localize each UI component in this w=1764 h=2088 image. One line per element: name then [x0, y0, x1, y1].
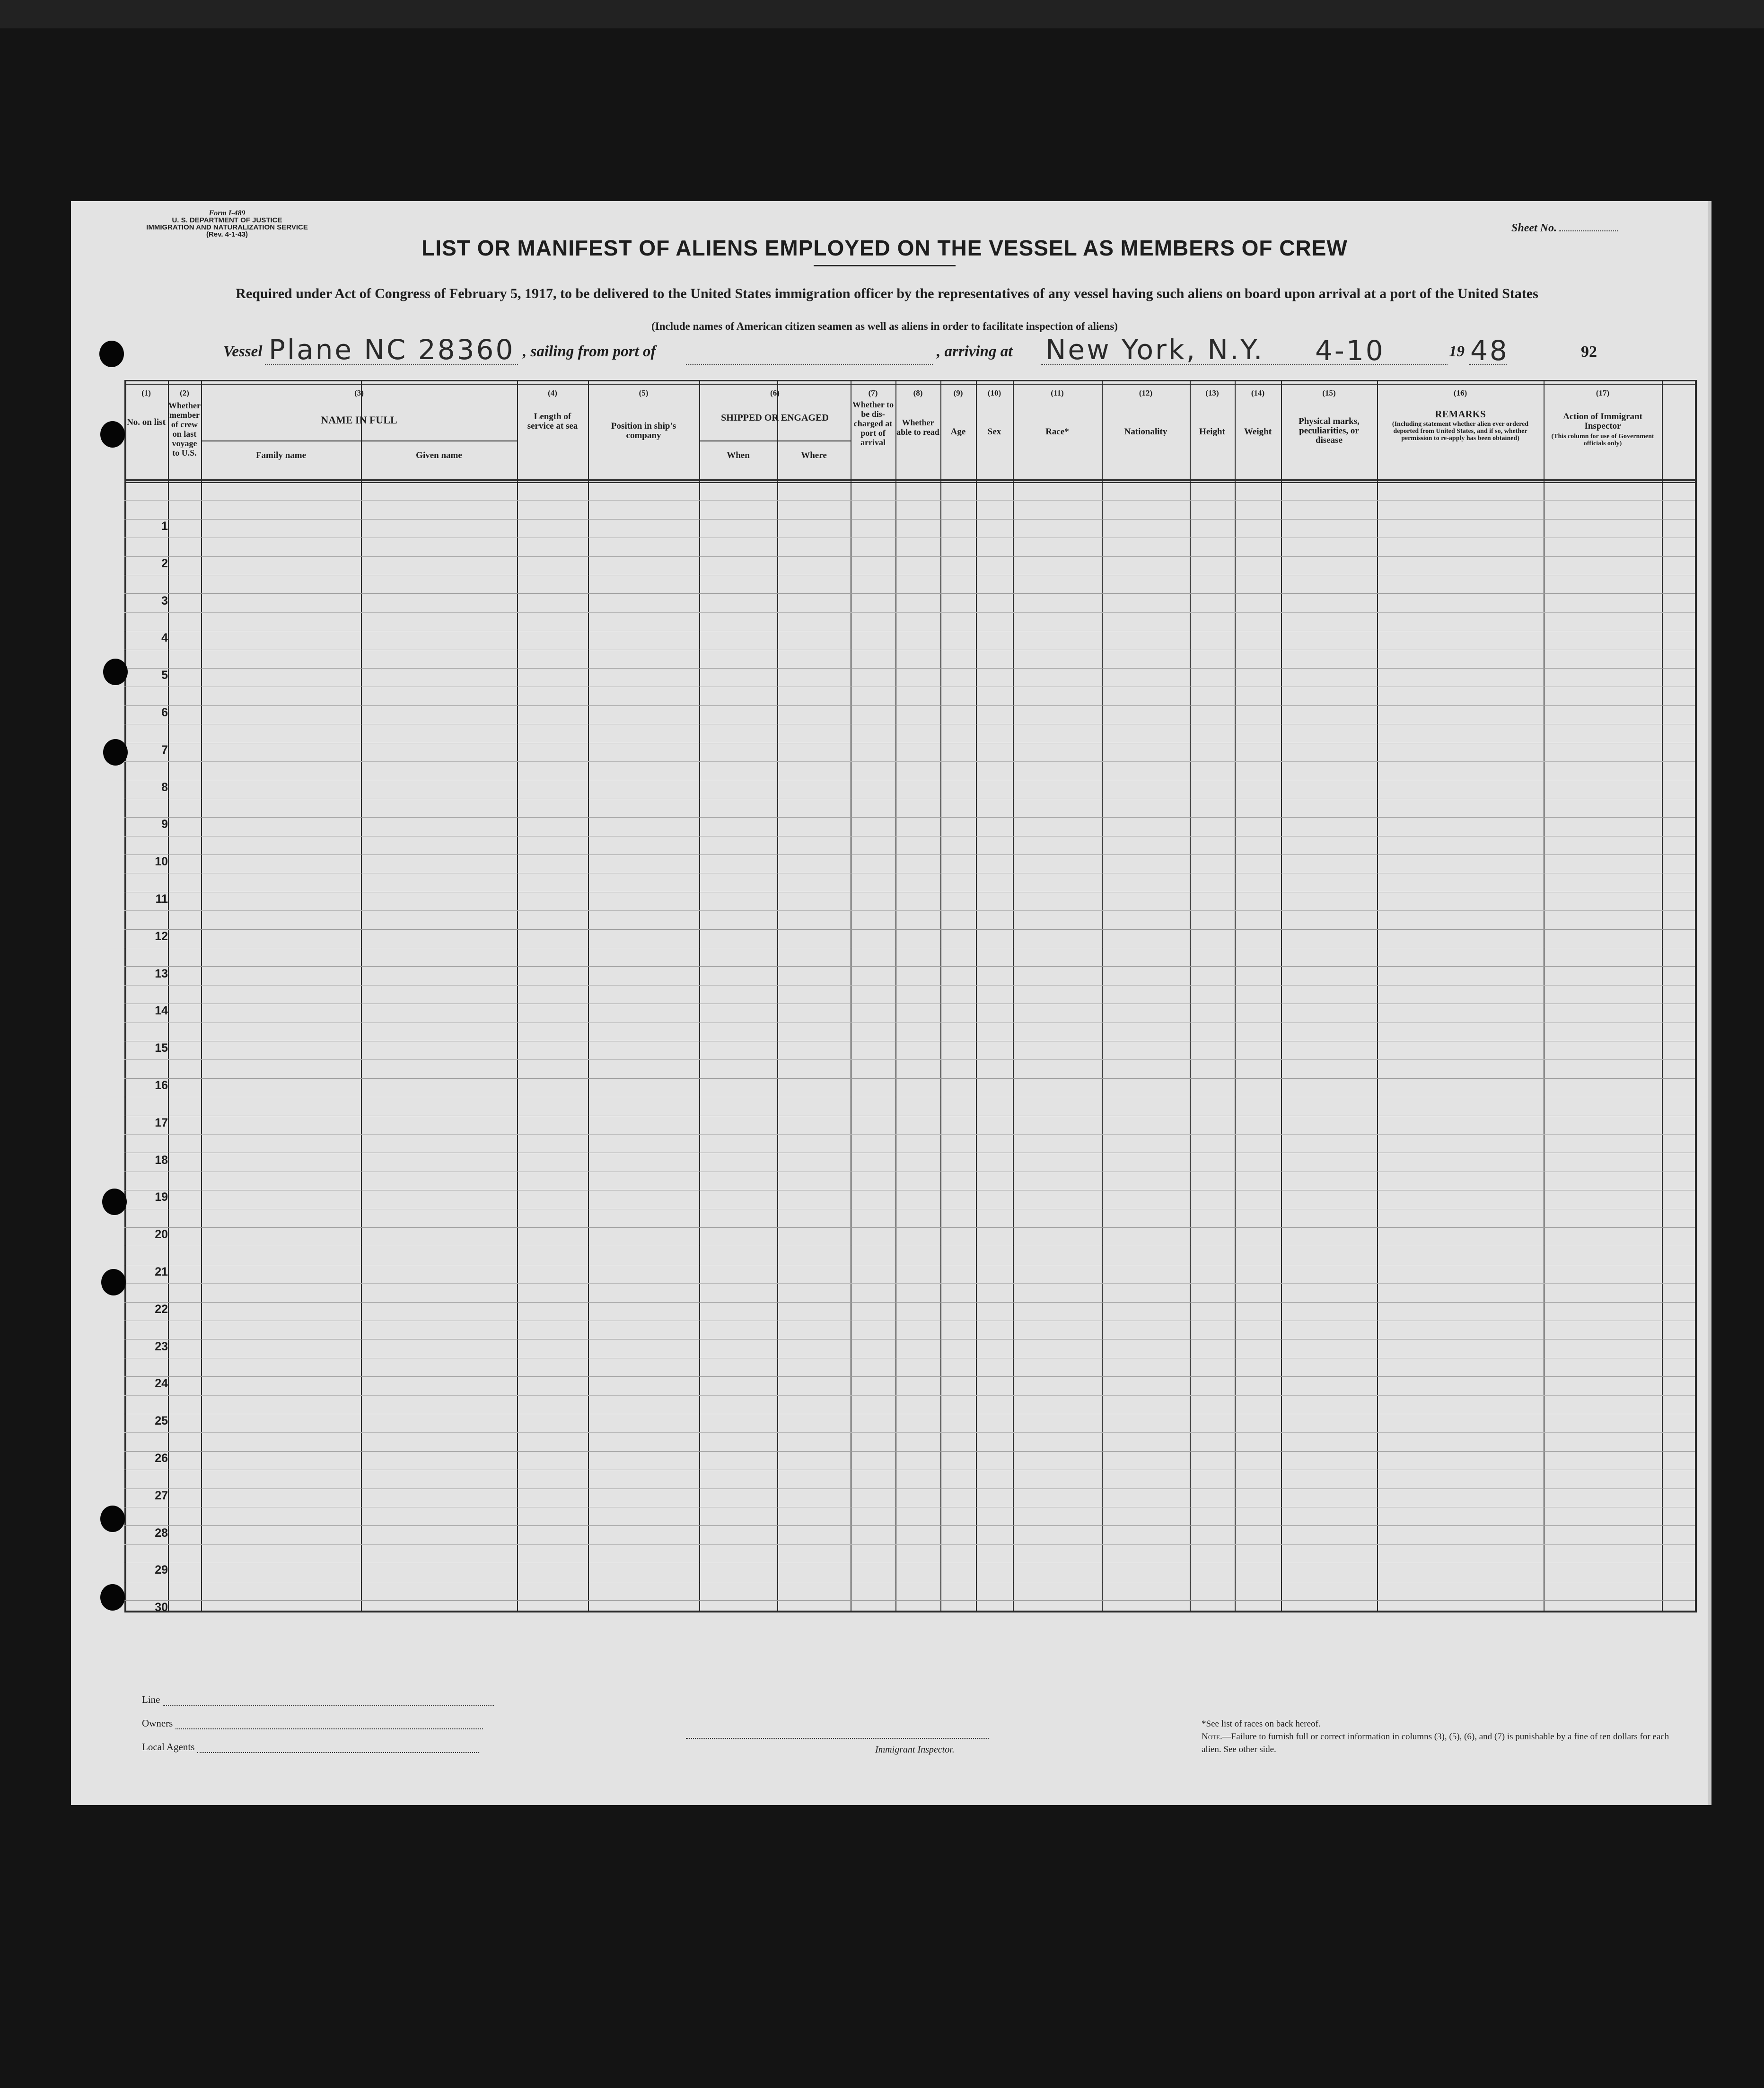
table-column-rule	[1695, 380, 1697, 1612]
row-rule	[124, 537, 1695, 538]
vessel-name-handwritten: Plane NC 28360	[269, 334, 515, 366]
row-number: 23	[155, 1339, 168, 1353]
table-column-rule	[1377, 380, 1378, 1612]
column-number: (17)	[1596, 388, 1610, 397]
owners-label: Owners	[142, 1718, 173, 1729]
row-number: 27	[155, 1489, 168, 1502]
row-rule	[124, 519, 1695, 520]
row-number: 14	[155, 1004, 168, 1018]
year-handwritten: 48	[1470, 335, 1509, 367]
row-rule	[124, 1376, 1695, 1377]
row-number: 6	[161, 706, 168, 719]
column-header-inspector-detail: (This column for use of Government officials only)	[1551, 433, 1654, 447]
inspector-signature-line	[686, 1738, 989, 1739]
column-header-name-in-full: NAME IN FULL	[321, 414, 397, 426]
table-column-rule	[1102, 380, 1103, 1612]
column-number: (8)	[913, 388, 923, 397]
column-header-given-name: Given name	[416, 450, 462, 460]
inspector-label: Immigrant Inspector.	[875, 1744, 955, 1755]
arrival-date-handwritten: 4-10	[1315, 335, 1385, 367]
row-number: 30	[155, 1601, 168, 1614]
sheet-number-field	[1511, 222, 1618, 235]
row-rule	[124, 1451, 1695, 1452]
row-rule	[124, 1059, 1695, 1060]
punch-hole	[102, 1189, 127, 1215]
column-number: (1)	[141, 388, 151, 397]
row-number: 16	[155, 1079, 168, 1092]
table-column-rule	[168, 380, 169, 1612]
punch-hole	[100, 1506, 125, 1532]
table-column-rule	[201, 380, 202, 1612]
table-column-rule	[1662, 380, 1663, 1612]
arrival-port-handwritten: New York, N.Y.	[1045, 334, 1264, 366]
column-header-position: Position in ship's company	[611, 421, 676, 441]
table-column-rule	[588, 380, 589, 1612]
row-rule	[124, 1544, 1695, 1545]
penalty-note	[1202, 1730, 1675, 1756]
column-number: (11)	[1051, 388, 1064, 397]
column-header-family-name: Family name	[255, 450, 307, 460]
row-rule	[124, 1227, 1695, 1228]
table-border-rule	[124, 380, 1695, 381]
row-rule	[124, 985, 1695, 986]
service-name: IMMIGRATION AND NATURALIZATION SERVICE	[146, 223, 308, 231]
form-instruction-note: (Include names of American citizen seamen as well as aliens in order to facilitate inspection of aliens)	[651, 320, 1118, 332]
row-number: 2	[161, 556, 168, 570]
table-column-rule	[1544, 380, 1545, 1612]
row-number: 19	[155, 1190, 168, 1204]
table-column-rule	[1013, 380, 1014, 1612]
row-number: 12	[155, 929, 168, 943]
table-column-rule	[895, 380, 896, 1612]
row-number: 28	[155, 1526, 168, 1540]
row-number: 9	[161, 818, 168, 831]
table-column-rule	[976, 380, 977, 1612]
row-number: 18	[155, 1153, 168, 1167]
form-number: Form I-489	[209, 209, 246, 217]
row-number: 17	[155, 1116, 168, 1129]
column-header-physical-marks: Physical marks, peculiarities, or disease	[1299, 416, 1360, 445]
vessel-label: Vessel	[223, 343, 263, 360]
scan-border	[0, 0, 1764, 28]
column-number: (7)	[868, 388, 878, 397]
table-column-rule	[777, 380, 778, 1612]
column-header-age: Age	[950, 427, 966, 437]
column-header-prior-voyage: Whether member of crew on last voyage to U.S.	[168, 401, 201, 458]
column-header-weight: Weight	[1244, 427, 1272, 437]
table-column-rule	[361, 380, 362, 1612]
punch-hole	[103, 659, 128, 685]
row-rule	[124, 668, 1695, 669]
column-header-length-of-service: Length of service at sea	[527, 412, 578, 431]
column-number: (9)	[953, 388, 963, 397]
column-header-no-on-list: No. on list	[127, 417, 166, 427]
column-number: (15)	[1322, 388, 1336, 397]
row-rule	[124, 1134, 1695, 1135]
row-number: 8	[161, 780, 168, 794]
owners-field	[142, 1718, 483, 1729]
local-agents-field	[142, 1741, 479, 1753]
row-rule	[124, 929, 1695, 930]
punch-hole	[99, 341, 124, 367]
column-header-sex: Sex	[987, 427, 1001, 437]
punch-hole	[100, 421, 125, 448]
column-header-able-to-read: Whether able to read	[896, 418, 939, 437]
row-rule	[124, 817, 1695, 818]
column-number: (5)	[639, 388, 649, 397]
arriving-label: , arriving at	[937, 343, 1013, 360]
table-column-rule	[1235, 380, 1236, 1612]
row-number: 13	[155, 967, 168, 980]
table-column-rule	[517, 380, 518, 1612]
row-rule	[124, 966, 1695, 967]
row-rule	[124, 1302, 1695, 1303]
column-number: (14)	[1251, 388, 1265, 397]
column-header-race: Race*	[1045, 427, 1069, 437]
row-number: 21	[155, 1265, 168, 1278]
department-name: U. S. DEPARTMENT OF JUSTICE	[172, 216, 282, 224]
page-stamp: 92	[1581, 343, 1597, 361]
row-rule	[124, 1432, 1695, 1433]
sheet-number-label: Sheet No.	[1511, 222, 1557, 234]
arrival-fill-line	[1041, 364, 1448, 365]
table-column-rule	[940, 380, 941, 1612]
row-number: 3	[161, 594, 168, 608]
column-number: (3)	[354, 388, 364, 397]
row-number: 11	[155, 892, 168, 906]
local-agents-label: Local Agents	[142, 1741, 195, 1753]
column-header-remarks: REMARKS	[1435, 408, 1486, 420]
row-number: 7	[161, 743, 168, 757]
manifest-sheet	[71, 201, 1711, 1805]
title-underline	[814, 265, 956, 266]
column-header-shipped-or-engaged: SHIPPED OR ENGAGED	[721, 413, 829, 423]
punch-hole	[103, 739, 128, 766]
form-title: LIST OR MANIFEST OF ALIENS EMPLOYED ON THE VESSEL AS MEMBERS OF CREW	[421, 236, 1348, 260]
sailing-label: , sailing from port of	[523, 343, 656, 360]
row-rule	[124, 1022, 1695, 1023]
table-column-rule	[699, 380, 700, 1612]
table-border-rule	[124, 479, 1695, 481]
column-header-inspector-action: Action of Immigrant Inspector	[1563, 412, 1642, 431]
column-number: (10)	[987, 388, 1001, 397]
year-prefix: 19	[1449, 343, 1465, 360]
row-number: 22	[155, 1302, 168, 1316]
column-number: (16)	[1453, 388, 1467, 397]
column-header-where: Where	[801, 450, 827, 460]
note-lead: Note.	[1202, 1732, 1222, 1742]
row-rule	[124, 1600, 1695, 1601]
table-border-rule	[124, 482, 1695, 483]
year-fill-line	[1469, 364, 1507, 365]
note-text: —Failure to furnish full or correct information in columns (3), (5), (6), and (7) is punishable by a fine of ten dollars for each alien. See other side.	[1202, 1732, 1669, 1754]
line-label: Line	[142, 1694, 160, 1705]
row-rule	[124, 1525, 1695, 1526]
row-rule	[124, 910, 1695, 911]
row-rule	[124, 761, 1695, 762]
form-subtitle: Required under Act of Congress of February 5, 1917, to be delivered to the United States immigration officer by the representatives of any vessel having such aliens on board upon arrival at a port of the United States	[236, 286, 1538, 301]
row-number: 1	[161, 520, 168, 533]
race-note: *See list of races on back hereof.	[1202, 1719, 1321, 1729]
column-header-nationality: Nationality	[1124, 427, 1167, 437]
row-number: 4	[161, 631, 168, 645]
table-column-rule	[1281, 380, 1282, 1612]
vessel-fill-line	[265, 364, 518, 365]
row-rule	[124, 556, 1695, 557]
row-number: 25	[155, 1414, 168, 1428]
column-header-height: Height	[1199, 427, 1225, 437]
column-number: (13)	[1205, 388, 1219, 397]
row-rule	[124, 836, 1695, 837]
form-revision: (Rev. 4-1-43)	[206, 230, 248, 238]
row-number: 26	[155, 1452, 168, 1465]
column-number: (6)	[770, 388, 780, 397]
column-number: (2)	[180, 388, 189, 397]
sailing-port-fill-line	[686, 364, 933, 365]
crew-manifest-table	[124, 380, 1695, 1612]
row-rule	[124, 1283, 1695, 1284]
column-number: (12)	[1139, 388, 1153, 397]
row-rule	[124, 593, 1695, 594]
row-number: 20	[155, 1228, 168, 1242]
row-rule	[124, 705, 1695, 706]
column-header-when: When	[727, 450, 750, 460]
form-identifier	[128, 210, 326, 238]
table-column-rule	[1190, 380, 1191, 1612]
row-rule	[124, 612, 1695, 613]
row-rule	[124, 1395, 1695, 1396]
line-field	[142, 1694, 494, 1706]
table-border-rule	[124, 384, 1695, 385]
row-number: 5	[161, 669, 168, 682]
punch-hole	[101, 1269, 126, 1295]
punch-hole	[100, 1584, 125, 1611]
row-rule	[124, 500, 1695, 501]
row-number: 10	[155, 855, 168, 869]
table-border-rule	[124, 1611, 1695, 1612]
row-number: 24	[155, 1377, 168, 1391]
column-header-discharged: Whether to be dis-charged at port of arrival	[852, 400, 894, 447]
row-number: 15	[155, 1041, 168, 1055]
column-number: (4)	[548, 388, 557, 397]
row-number: 29	[155, 1563, 168, 1577]
row-rule	[124, 1078, 1695, 1079]
column-header-remarks-detail: (Including statement whether alien ever ordered deported from United States, and if so, whether permission to re-apply has been obtained)	[1392, 421, 1529, 442]
